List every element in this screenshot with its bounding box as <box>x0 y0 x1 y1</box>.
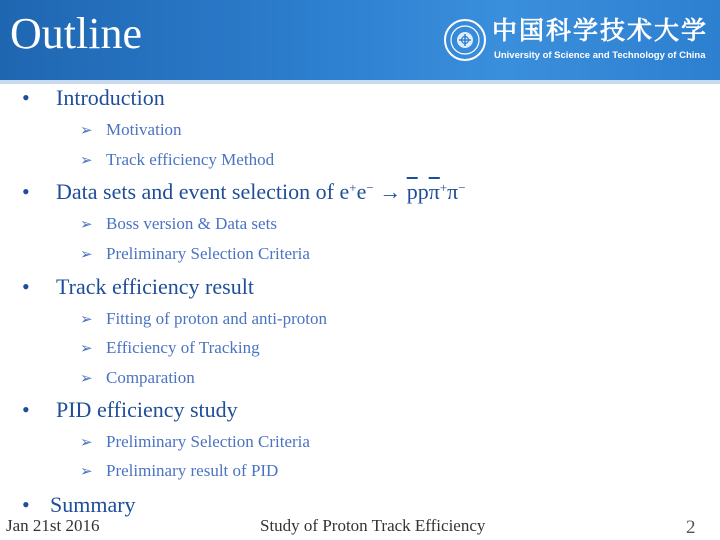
page-number: 2 <box>686 517 696 538</box>
outline-item <box>22 87 165 109</box>
outline-item-label: Introduction <box>56 85 165 110</box>
bullet-icon: • <box>22 274 30 299</box>
outline-item-label: Data sets and event selection of <box>56 179 334 204</box>
outline-subitem-label: Boss version & Data sets <box>106 214 277 233</box>
arrow-bullet-icon: ➢ <box>80 245 93 263</box>
outline-subitem-label: Preliminary Selection Criteria <box>106 432 310 451</box>
outline-subitem-label: Preliminary result of PID <box>106 461 279 480</box>
university-name-english: University of Science and Technology of China <box>494 50 706 61</box>
footer-title: Study of Proton Track Efficiency <box>260 516 486 535</box>
arrow-bullet-icon: ➢ <box>80 339 93 357</box>
arrow-bullet-icon: ➢ <box>80 215 93 233</box>
arrow-bullet-icon: ➢ <box>80 121 93 139</box>
outline-subitem <box>80 310 327 327</box>
outline-subitem-label: Comparation <box>106 368 195 387</box>
outline-subitem-label: Motivation <box>106 120 182 139</box>
outline-item <box>22 494 136 516</box>
reaction-formula: $e^+e^- \to \overline{p}p\overline{\pi}^+\pi^-$ <box>339 179 466 204</box>
outline-subitem <box>80 369 195 386</box>
outline-item <box>22 276 254 298</box>
outline-subitem-label: Efficiency of Tracking <box>106 338 260 357</box>
bullet-icon: • <box>22 85 30 110</box>
outline-subitem <box>80 433 310 450</box>
outline-item <box>22 181 466 203</box>
bullet-icon: • <box>22 179 30 204</box>
outline-item-label: Track efficiency result <box>56 274 254 299</box>
outline-item <box>22 399 238 421</box>
outline-subitem <box>80 462 278 479</box>
university-name-chinese: 中国科学技术大学 <box>492 16 709 45</box>
footer-date: Jan 21st 2016 <box>6 516 100 535</box>
outline-item-label: Summary <box>50 492 136 517</box>
arrow-bullet-icon: ➢ <box>80 369 93 387</box>
outline-subitem-label: Fitting of proton and anti-proton <box>106 309 327 328</box>
arrow-bullet-icon: ➢ <box>80 310 93 328</box>
outline-subitem <box>80 215 277 232</box>
outline-subitem <box>80 245 310 262</box>
outline-subitem <box>80 151 274 168</box>
arrow-bullet-icon: ➢ <box>80 433 93 451</box>
outline-item-label: PID efficiency study <box>56 397 238 422</box>
bullet-icon: • <box>22 397 30 422</box>
arrow-bullet-icon: ➢ <box>80 151 93 169</box>
slide-title: Outline <box>10 9 142 58</box>
outline-subitem <box>80 121 182 138</box>
bullet-icon: • <box>22 492 30 517</box>
outline-subitem-label: Track efficiency Method <box>106 150 275 169</box>
arrow-bullet-icon: ➢ <box>80 462 93 480</box>
outline-subitem <box>80 339 260 356</box>
outline-subitem-label: Preliminary Selection Criteria <box>106 244 310 263</box>
